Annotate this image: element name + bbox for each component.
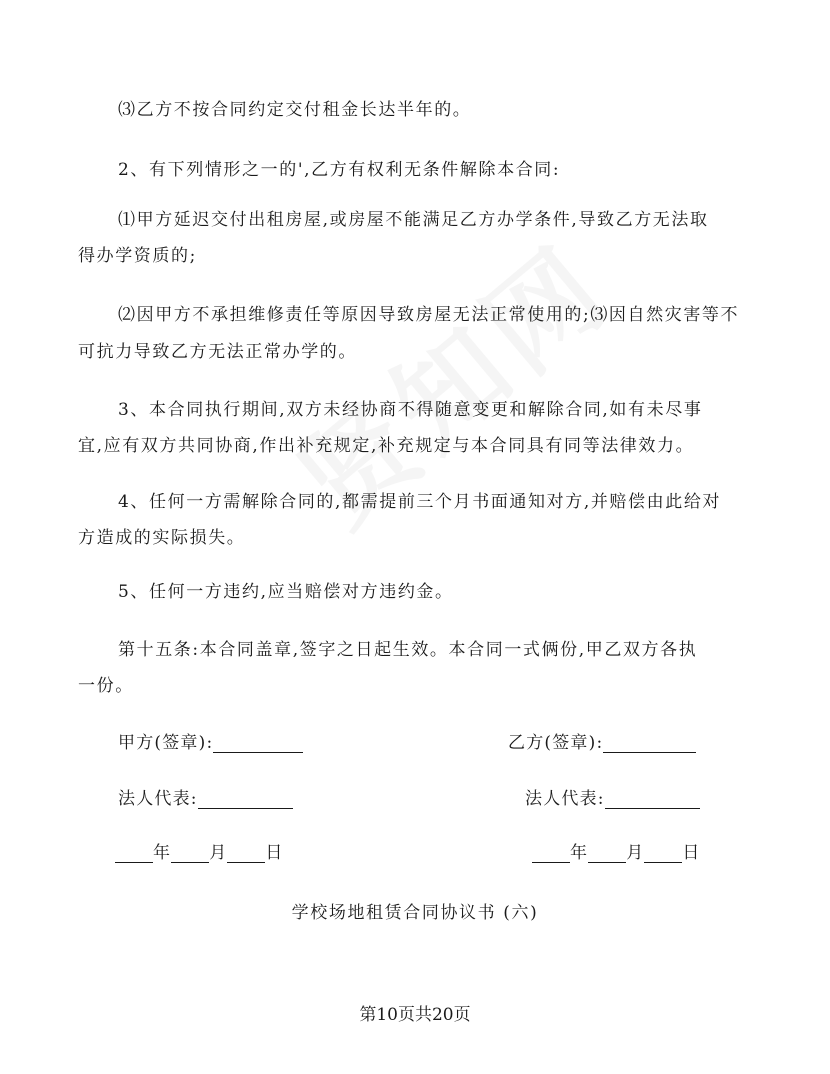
year-label: 年 xyxy=(153,843,172,863)
month-blank xyxy=(171,845,209,863)
month-blank xyxy=(588,845,626,863)
paragraph-line: 宜,应有双方共同协商,作出补充规定,补充规定与本合同具有同等法律效力。 xyxy=(78,436,695,456)
year-blank xyxy=(532,845,570,863)
paragraph-line: ⑶乙方不按合同约定交付租金长达半年的。 xyxy=(118,100,472,120)
paragraph-line: ⑴甲方延迟交付出租房屋,或房屋不能满足乙方办学条件,导致乙方无法取 xyxy=(118,210,709,230)
paragraph-line: 4、任何一方需解除合同的,都需提前三个月书面通知对方,并赔偿由此给对 xyxy=(118,492,722,512)
legal-rep-a-blank xyxy=(198,791,293,809)
party-b-signature-blank xyxy=(603,735,696,753)
date-a xyxy=(115,843,284,863)
paragraph-line: 3、本合同执行期间,双方未经协商不得随意变更和解除合同,如有未尽事 xyxy=(118,400,703,420)
paragraph-line: ⑵因甲方不承担维修责任等原因导致房屋无法正常使用的;⑶因自然灾害等不 xyxy=(118,305,740,325)
party-a-signature-blank xyxy=(213,735,303,753)
party-b-signature xyxy=(508,733,696,753)
legal-rep-a-label: 法人代表: xyxy=(118,789,198,809)
party-b-label: 乙方(签章): xyxy=(508,733,604,753)
year-label: 年 xyxy=(570,843,589,863)
legal-rep-a xyxy=(118,789,293,809)
legal-rep-b-label: 法人代表: xyxy=(525,789,605,809)
day-blank xyxy=(227,845,265,863)
date-b xyxy=(532,843,701,863)
legal-rep-b xyxy=(525,789,700,809)
paragraph-line: 一份。 xyxy=(78,676,134,696)
section-title: 学校场地租赁合同协议书 (六) xyxy=(291,903,539,923)
page-footer: 第10页共20页 xyxy=(359,1005,471,1025)
paragraph-line: 方造成的实际损失。 xyxy=(78,528,246,548)
month-label: 月 xyxy=(209,843,228,863)
paragraph-line: 2、有下列情形之一的',乙方有权利无条件解除本合同: xyxy=(118,160,561,180)
legal-rep-b-blank xyxy=(605,791,700,809)
paragraph-line: 得办学资质的; xyxy=(78,246,197,266)
party-a-signature xyxy=(118,733,303,753)
year-blank xyxy=(115,845,153,863)
paragraph-line: 可抗力导致乙方无法正常办学的。 xyxy=(78,342,357,362)
day-label: 日 xyxy=(682,843,701,863)
month-label: 月 xyxy=(626,843,645,863)
day-blank xyxy=(644,845,682,863)
day-label: 日 xyxy=(265,843,284,863)
paragraph-line: 5、任何一方违约,应当赔偿对方违约金。 xyxy=(118,582,454,602)
paragraph-line: 第十五条:本合同盖章,签字之日起生效。本合同一式俩份,甲乙双方各执 xyxy=(118,640,698,660)
party-a-label: 甲方(签章): xyxy=(118,733,214,753)
